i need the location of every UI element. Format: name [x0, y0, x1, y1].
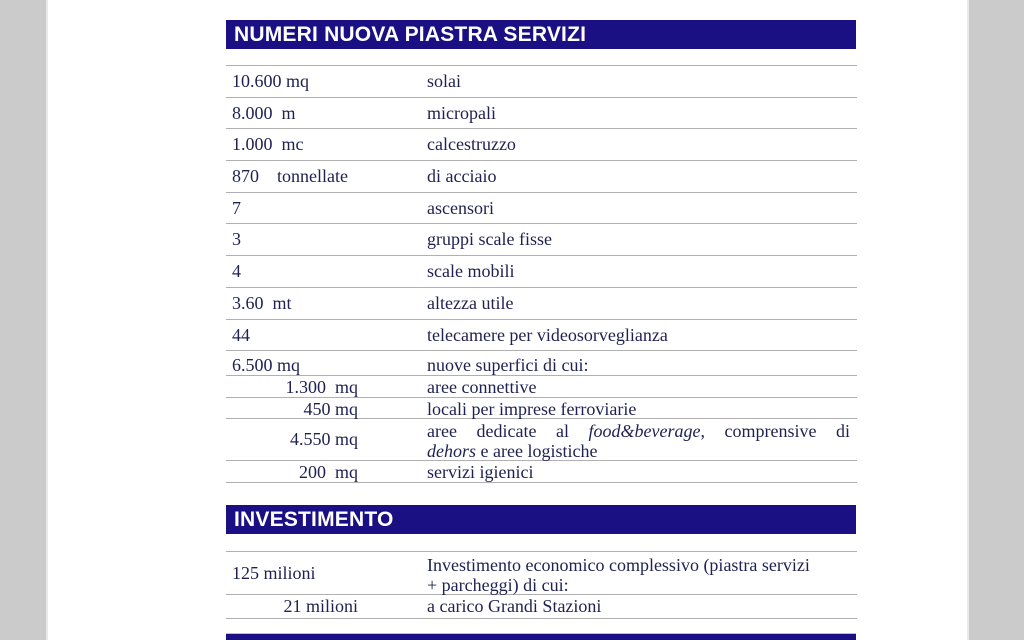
description-line: ascensori: [427, 197, 494, 218]
row-value: 1.000 mc: [232, 134, 304, 155]
description-line: gruppi scale fisse: [427, 229, 552, 250]
description-line: altezza utile: [427, 292, 514, 313]
description-line: nuove superfici di cui:: [427, 355, 589, 376]
table-investimento: [226, 551, 857, 619]
row-description: [427, 398, 857, 419]
row-value: 10.600 mq: [232, 71, 310, 91]
left-gutter: [0, 0, 48, 640]
description-line: solai: [427, 71, 461, 91]
row-value: 7: [232, 197, 241, 218]
table-row: [226, 397, 857, 419]
table-row: [226, 375, 857, 397]
row-description: [427, 161, 857, 192]
description-line: dehors e aree logistiche: [427, 441, 598, 462]
row-description: [427, 595, 857, 618]
description-line: scale mobili: [427, 261, 515, 282]
row-value: 1.300 mq: [285, 377, 358, 398]
table-row: [226, 460, 857, 482]
table-row: [226, 287, 857, 319]
row-description: [427, 288, 857, 319]
row-description: [427, 256, 857, 287]
description-line: calcestruzzo: [427, 134, 516, 155]
row-description: [427, 351, 857, 375]
right-gutter: [967, 0, 1024, 640]
row-description: [427, 129, 857, 160]
table-row: [226, 319, 857, 351]
table-row: [226, 65, 857, 97]
description-line: telecamere per videosorveglianza: [427, 324, 668, 345]
description-line: micropali: [427, 102, 496, 123]
row-value: 3.60 mt: [232, 292, 292, 313]
table-row: [226, 350, 857, 375]
description-line: aree connettive: [427, 377, 537, 398]
row-value: 200 mq: [298, 462, 358, 483]
row-description: [427, 224, 857, 255]
description-line: aree dedicate al food&beverage, comprensive di: [427, 421, 850, 442]
table-row: [226, 418, 857, 460]
row-value: 450 mq: [303, 398, 358, 419]
row-description: [427, 98, 857, 129]
row-value: 44: [232, 324, 250, 345]
section-header-numeri: NUMERI NUOVA PIASTRA SERVIZI: [226, 20, 856, 49]
description-line: a carico Grandi Stazioni: [427, 596, 602, 616]
table-row: [226, 551, 857, 594]
row-value: 8.000 m: [232, 102, 296, 123]
description-line: servizi igienici: [427, 462, 534, 483]
row-value: 21 milioni: [283, 596, 358, 616]
table-row: [226, 128, 857, 160]
table-row: [226, 160, 857, 192]
row-description: [427, 376, 857, 397]
row-value: 125 milioni: [232, 562, 316, 583]
row-value: 6.500 mq: [232, 355, 301, 376]
table-numeri: [226, 65, 857, 483]
row-description: [427, 320, 857, 351]
row-value: 4: [232, 261, 241, 282]
row-value: 3: [232, 229, 241, 250]
row-description: [427, 66, 857, 97]
row-description: [427, 461, 857, 482]
description-line: Investimento economico complessivo (piastra servizi: [427, 555, 810, 575]
table-row: [226, 255, 857, 287]
table-row: [226, 594, 857, 618]
description-line: locali per imprese ferroviarie: [427, 398, 637, 419]
section-header-partial-bottom: [226, 633, 856, 640]
section-header-investimento: INVESTIMENTO: [226, 505, 856, 534]
description-line: + parcheggi) di cui:: [427, 575, 569, 595]
row-value: 870 tonnellate: [232, 166, 348, 187]
description-line: di acciaio: [427, 166, 497, 187]
row-description: [427, 552, 857, 594]
table-row: [226, 97, 857, 129]
row-description: [427, 193, 857, 224]
table-row: [226, 223, 857, 255]
row-description: [427, 419, 857, 460]
table-row: [226, 192, 857, 224]
row-value: 4.550 mq: [289, 429, 358, 450]
